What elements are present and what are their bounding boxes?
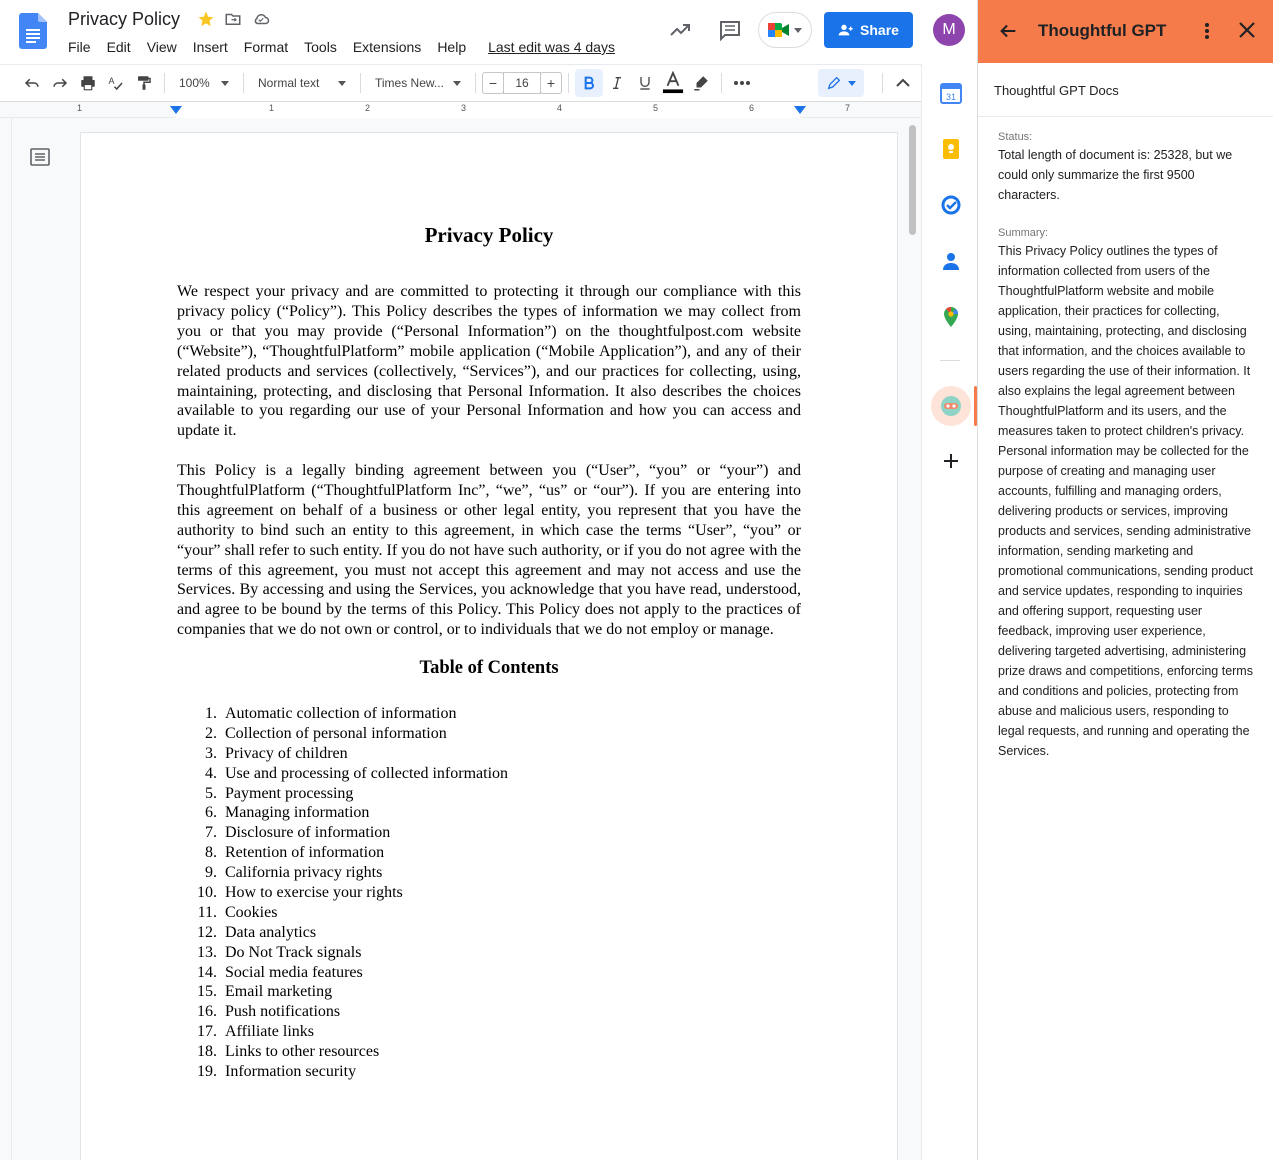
- toc-item: 1. Automatic collection of information: [205, 705, 457, 722]
- paragraph-2: This Policy is a legally binding agreement between you (“User”, “you” or “your”) and ThoughtfulPlatform (“ThoughtfulPlatform Inc”, “we”, “us” or “our”). If you are entering into this agreement on behalf of a business or other legal entity, you represent that you have the authority to bind such an entity to this agreement, in which case the terms “User”, “you” or “your” shall refer to such entity. If you do not have such authority, or if you do not agree with the terms of this agreement, you must not accept this agreement and may not access and use the Services. By accessing and using the Services, you acknowledge that you have read, understood, and agree to be bound by the terms of this Policy. This Policy does not apply to the practices of companies that we do not own or control, or to individuals that we do not employ or manage.: [177, 462, 801, 639]
- toc-item: 2. Collection of personal information: [205, 724, 447, 742]
- font-size-stepper: [482, 72, 562, 94]
- document-canvas: [12, 118, 921, 1160]
- status-label: Status:: [998, 131, 1033, 143]
- maps-icon[interactable]: [940, 306, 962, 328]
- ruler-mark: 5: [653, 103, 659, 113]
- toc-item: 8. Retention of information: [205, 844, 385, 862]
- ruler-mark: 3: [461, 103, 467, 113]
- toc-item: 13. Do Not Track signals: [197, 943, 362, 961]
- font-select[interactable]: [367, 69, 469, 97]
- menu-file[interactable]: File: [68, 39, 91, 55]
- thoughtful-gpt-panel: [977, 0, 1273, 1160]
- bold-icon: [581, 75, 597, 91]
- toc-item: 4. Use and processing of collected information: [205, 764, 509, 782]
- formatting-toolbar: [0, 64, 921, 102]
- ruler-mark: 2: [365, 103, 371, 113]
- toc-item: 12. Data analytics: [197, 923, 317, 941]
- increase-font-size-button[interactable]: +: [540, 72, 562, 94]
- tasks-icon[interactable]: [940, 194, 962, 216]
- panel-body: [978, 117, 1273, 793]
- docs-header: [0, 0, 977, 64]
- font-caret-icon: [453, 81, 461, 86]
- paint-format-icon[interactable]: [130, 69, 158, 97]
- highlight-pen-icon: [692, 74, 710, 92]
- meet-button[interactable]: [758, 12, 812, 48]
- zoom-value: 100%: [179, 76, 210, 90]
- keep-icon[interactable]: [940, 138, 962, 160]
- toc-item: 14. Social media features: [197, 963, 363, 981]
- edit-pencil-icon: [826, 75, 842, 91]
- summary-text: This Privacy Policy outlines the types of information collected from users of the ThoughtfulPlatform website and mobile application, their practices for collecting, using, maintaining, protecting, and disclosing that information, and the choices available to users regarding the use of their information. It also explains the legal agreement between ThoughtfulPlatform and its users, and the measures taken to protect children's privacy. Personal information may be collected for the purpose of creating and managing user accounts, fulfilling and managing orders, delivering products or services, improving products and services, sending administrative information, sending marketing and promotional communications, sending product and service updates, responding to inquiries and offering support, requesting user feedback, improving user experience, delivering targeted advertising, administering prize draws and competitions, enforcing terms and conditions and policies, protecting from abuse and malicious users, responding to legal requests, and running and operating the Services.: [998, 244, 1253, 758]
- document-title: Privacy Policy: [424, 223, 554, 247]
- paragraph-1: We respect your privacy and are committed to protecting it through our compliance with this privacy policy (“Policy”). This Policy describes the types of information we may collect from you or that you may provide (“Personal Information”) on the thoughtfulpost.com website (“Website”), “ThoughtfulPlatform” mobile application (“Mobile Application”), and any of their related products and services (collectively, “Services”), and our practices for collecting, using, maintaining, protecting, and disclosing that Personal Information. It also describes the choices available to you regarding our use of your Personal Information and how you can access and update it.: [177, 283, 801, 440]
- star-icon[interactable]: [197, 10, 215, 28]
- toc-heading: Table of Contents: [419, 658, 559, 678]
- thoughtful-gpt-icon: [939, 394, 963, 418]
- svg-text:31: 31: [946, 92, 957, 102]
- doc-title[interactable]: Privacy Policy: [68, 9, 181, 29]
- menu-format[interactable]: Format: [243, 39, 289, 55]
- style-select[interactable]: [250, 69, 354, 97]
- horizontal-ruler[interactable]: [0, 102, 921, 118]
- menu-bar: [60, 37, 623, 57]
- person-add-icon: [838, 23, 854, 37]
- menu-extensions[interactable]: Extensions: [352, 39, 422, 55]
- font-size-input[interactable]: 16: [503, 72, 541, 94]
- left-indent-marker-icon[interactable]: [170, 106, 182, 116]
- editing-caret-icon: [848, 81, 856, 86]
- spellcheck-icon[interactable]: [102, 69, 130, 97]
- svg-text:A: A: [108, 75, 115, 86]
- comments-icon[interactable]: [718, 18, 742, 42]
- print-icon[interactable]: [74, 69, 102, 97]
- more-vert-icon[interactable]: [1202, 21, 1212, 41]
- summary-label: Summary:: [998, 227, 1049, 239]
- toc-item: 6. Managing information: [205, 804, 370, 822]
- toc-item: 11. Cookies: [197, 903, 278, 921]
- header-actions: [668, 12, 965, 48]
- text-color-icon: [662, 71, 684, 95]
- status-text: Total length of document is: 25328, but we could only summarize the first 9500 characters.: [998, 148, 1233, 202]
- italic-icon: [609, 75, 625, 91]
- toc-item: 3. Privacy of children: [205, 744, 348, 762]
- underline-icon: [637, 75, 653, 91]
- calendar-icon[interactable]: [940, 82, 962, 104]
- menu-view[interactable]: View: [146, 39, 177, 55]
- close-icon[interactable]: [1238, 21, 1256, 39]
- toc-item: 7. Disclosure of information: [205, 824, 391, 842]
- collapse-menus-icon[interactable]: [889, 69, 917, 97]
- activity-trend-icon[interactable]: [668, 18, 692, 42]
- table-of-contents: [177, 704, 508, 1082]
- ruler-mark: 4: [557, 103, 563, 113]
- document-outline-icon[interactable]: [30, 148, 50, 166]
- cloud-saved-icon[interactable]: [251, 10, 271, 28]
- thoughtful-gpt-addon-button[interactable]: [931, 386, 971, 426]
- undo-icon[interactable]: [18, 69, 46, 97]
- rail-divider: [940, 360, 960, 361]
- toc-item: 5. Payment processing: [205, 784, 354, 802]
- font-value: Times New...: [375, 76, 444, 90]
- panel-header: [978, 0, 1273, 63]
- panel-title: Thoughtful GPT: [1038, 21, 1167, 40]
- right-indent-marker-icon[interactable]: [794, 106, 806, 116]
- bold-button[interactable]: [575, 69, 603, 97]
- side-apps-rail: [921, 64, 977, 1160]
- text-color-button[interactable]: [659, 69, 687, 97]
- style-caret-icon: [338, 81, 346, 86]
- toc-item: 17. Affiliate links: [197, 1023, 315, 1041]
- menu-tools[interactable]: Tools: [304, 39, 337, 55]
- docs-logo-icon[interactable]: [19, 13, 47, 49]
- highlight-button[interactable]: [687, 69, 715, 97]
- toc-item: 9. California privacy rights: [205, 864, 383, 882]
- add-addon-icon[interactable]: [940, 450, 962, 472]
- document-scrollbar[interactable]: [909, 125, 916, 235]
- panel-subtitle: Thoughtful GPT Docs: [978, 63, 1273, 117]
- contacts-icon[interactable]: [940, 250, 962, 272]
- decrease-font-size-button[interactable]: −: [482, 72, 504, 94]
- toc-item: 19. Information security: [197, 1063, 357, 1081]
- toc-item: 15. Email marketing: [197, 983, 333, 1001]
- vertical-ruler[interactable]: [0, 118, 12, 1160]
- zoom-select[interactable]: [171, 69, 237, 97]
- document-page[interactable]: [81, 133, 897, 1160]
- ruler-mark: 7: [845, 103, 851, 113]
- ruler-mark: 1: [77, 103, 83, 113]
- toc-item: 18. Links to other resources: [197, 1043, 380, 1061]
- redo-icon[interactable]: [46, 69, 74, 97]
- move-folder-icon[interactable]: [223, 10, 243, 28]
- ruler-mark: 1: [269, 103, 275, 113]
- meet-icon: [768, 21, 790, 39]
- style-value: Normal text: [258, 76, 320, 90]
- share-button[interactable]: [824, 12, 913, 48]
- menu-insert[interactable]: Insert: [192, 39, 228, 55]
- menu-edit[interactable]: Edit: [106, 39, 131, 55]
- zoom-caret-icon: [221, 81, 229, 86]
- more-options-icon[interactable]: [728, 69, 756, 97]
- back-arrow-icon[interactable]: [997, 20, 1019, 42]
- ruler-mark: 6: [749, 103, 755, 113]
- editing-mode-select[interactable]: [818, 69, 864, 97]
- last-edit-link[interactable]: Last edit was 4 days: [488, 39, 615, 55]
- meet-caret-icon: [794, 28, 802, 33]
- share-label: Share: [860, 22, 899, 38]
- underline-button[interactable]: [631, 69, 659, 97]
- menu-help[interactable]: Help: [437, 39, 467, 55]
- toc-item: 10. How to exercise your rights: [197, 884, 403, 902]
- avatar[interactable]: M: [933, 14, 965, 46]
- title-icons: [197, 10, 271, 28]
- toc-item: 16. Push notifications: [197, 1003, 341, 1021]
- italic-button[interactable]: [603, 69, 631, 97]
